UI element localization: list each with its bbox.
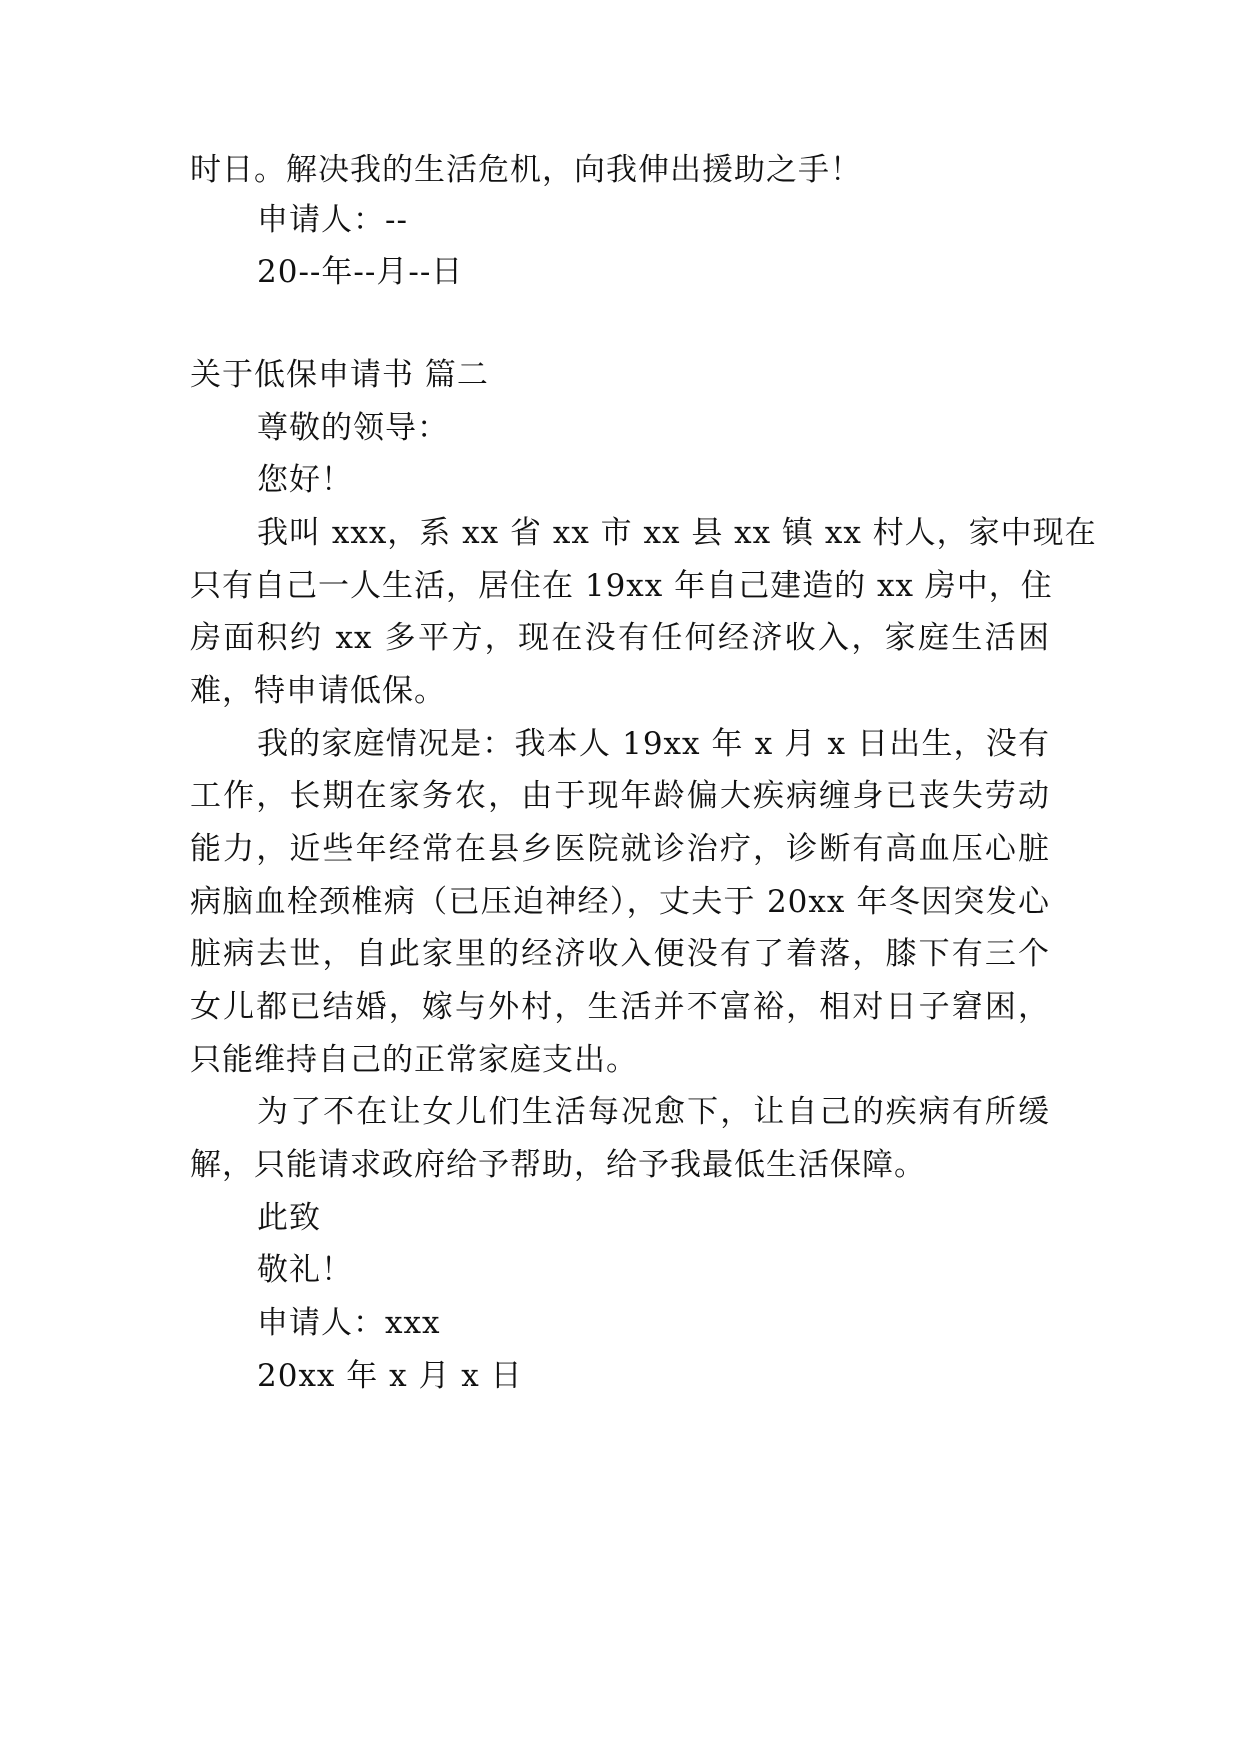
applicant-line: 申请人：--: [257, 202, 408, 238]
closing-line: 敬礼！: [257, 1252, 353, 1288]
paragraph-line: 能力，近些年经常在县乡医院就诊治疗，诊断有高血压心脏: [190, 831, 1050, 867]
paragraph-line: 脏病去世，自此家里的经济收入便没有了着落，膝下有三个: [190, 936, 1050, 972]
closing-line: 此致: [257, 1200, 321, 1236]
greeting: 您好！: [257, 462, 353, 498]
text-line: 时日。解决我的生活危机，向我伸出援助之手！: [190, 152, 862, 188]
date-line: 20xx 年 x 月 x 日: [257, 1358, 523, 1394]
paragraph-line: 我的家庭情况是：我本人 19xx 年 x 月 x 日出生，没有: [257, 726, 1050, 762]
paragraph-line: 房面积约 xx 多平方，现在没有任何经济收入，家庭生活困: [190, 620, 1050, 656]
paragraph-line: 工作，长期在家务农，由于现年龄偏大疾病缠身已丧失劳动: [190, 778, 1050, 814]
paragraph-line: 只有自己一人生活，居住在 19xx 年自己建造的 xx 房中，住: [190, 568, 1053, 604]
paragraph-line: 解，只能请求政府给予帮助，给予我最低生活保障。: [190, 1147, 926, 1183]
paragraph-line: 病脑血栓颈椎病（已压迫神经），丈夫于 20xx 年冬因突发心: [190, 884, 1050, 920]
salutation: 尊敬的领导：: [257, 410, 449, 446]
paragraph-line: 只能维持自己的正常家庭支出。: [190, 1042, 638, 1078]
paragraph-line: 难，特申请低保。: [190, 673, 446, 709]
date-line: 20--年--月--日: [257, 254, 464, 290]
paragraph-line: 女儿都已结婚，嫁与外村，生活并不富裕，相对日子窘困，: [190, 989, 1050, 1025]
paragraph-line: 我叫 xxx，系 xx 省 xx 市 xx 县 xx 镇 xx 村人，家中现在: [257, 515, 1097, 551]
paragraph-line: 为了不在让女儿们生活每况愈下，让自己的疾病有所缓: [257, 1094, 1050, 1130]
section-title: 关于低保申请书 篇二: [190, 357, 489, 393]
applicant-line: 申请人：xxx: [257, 1305, 441, 1341]
